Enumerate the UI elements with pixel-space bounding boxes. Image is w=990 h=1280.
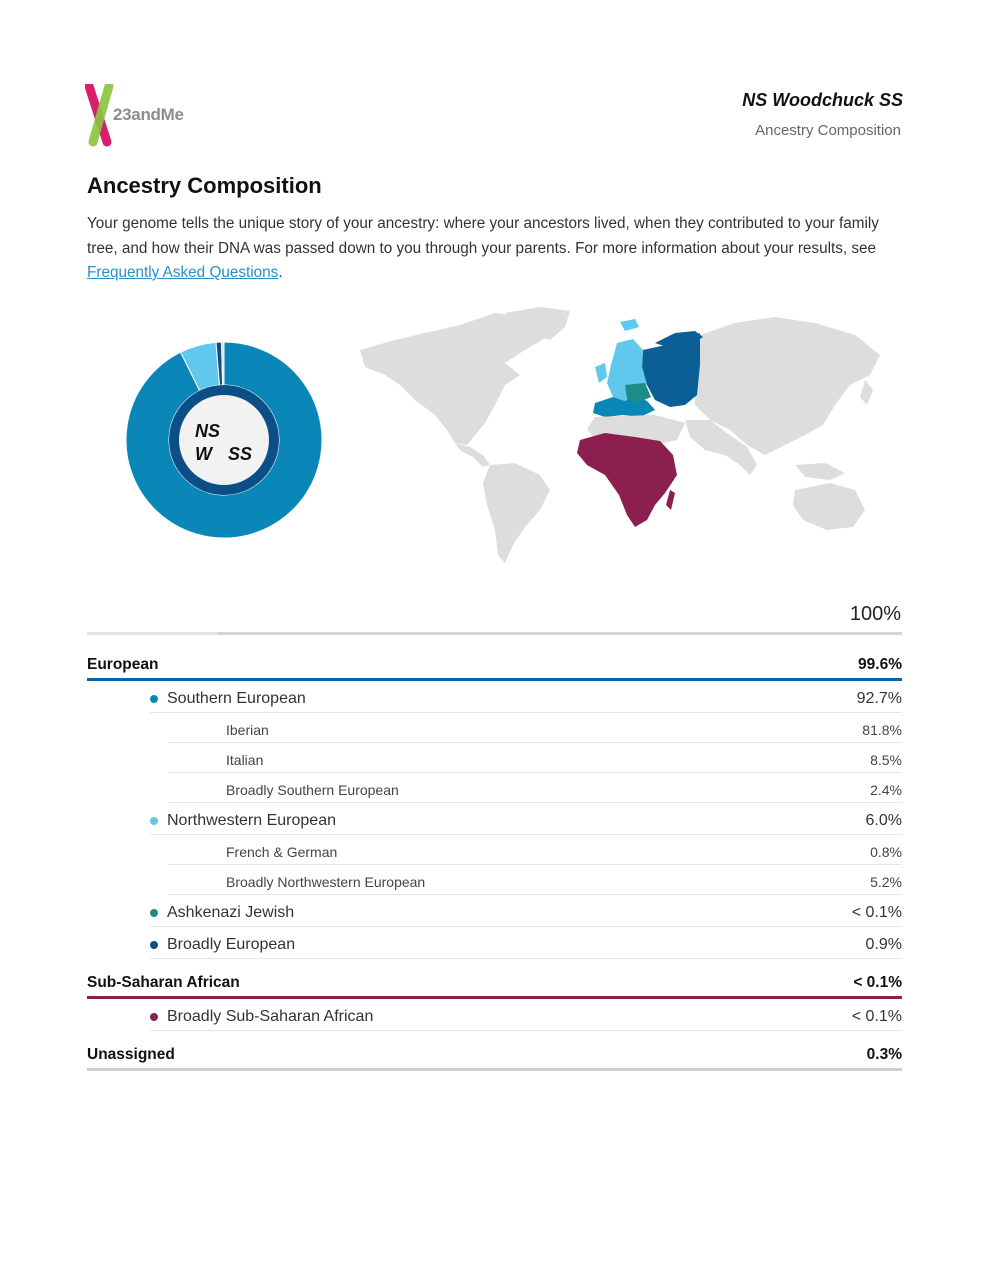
ancestry-donut-chart [124,340,324,540]
row-name: Italian [226,752,264,768]
row-divider [168,894,902,895]
row-unassigned [87,1042,902,1068]
brand-name: 23andMe [113,105,184,124]
donut-initials-w: W [195,444,212,464]
row-broadly-northwestern-european [226,870,902,894]
row-label [87,974,240,992]
row-label [226,844,337,860]
row-divider [150,1030,902,1031]
intro-paragraph [87,212,907,286]
row-divider [168,772,902,773]
row-name: Broadly Sub-Saharan African [167,1008,374,1025]
intro-text: Your genome tells the unique story of your ancestry: where your ancestors lived, when they contributed to your family tree, and how their DNA was passed down to you through your parents. For more information about your results, see [87,215,879,257]
row-sub-saharan-african [87,970,902,996]
row-label [226,782,399,798]
row-label [150,936,295,954]
row-label [87,656,158,674]
row-divider [87,678,902,681]
row-divider [168,742,902,743]
header-subtitle: Ancestry Composition [755,122,901,139]
row-italian [226,748,902,772]
row-name: Northwestern European [167,812,336,829]
row-name: Broadly Northwestern European [226,874,426,890]
row-french-german [226,840,902,864]
total-divider-fill [217,632,902,635]
row-name: Broadly Southern European [226,782,399,798]
row-name: French & German [226,844,338,860]
row-name: European [87,656,159,673]
row-name: Broadly European [167,936,296,953]
donut-center [179,395,269,485]
row-divider [168,864,902,865]
total-divider [87,632,902,635]
row-label [226,874,425,890]
map-british-isles [595,363,607,383]
row-divider [150,834,902,835]
legend-dot-icon [150,909,158,917]
row-percent: 0.3% [866,1046,902,1063]
legend-dot-icon [150,941,158,949]
row-label [150,904,294,922]
world-map [355,305,895,570]
legend-dot-icon [150,817,158,825]
row-percent: 99.6% [858,656,902,673]
row-label [150,812,336,830]
row-percent: < 0.1% [851,904,902,921]
row-broadly-european [150,932,902,958]
donut-initials-ss: SS [228,444,253,464]
row-iberian [226,718,902,742]
row-percent: 5.2% [870,874,902,890]
row-northwestern-european [150,808,902,834]
row-southern-european [150,686,902,712]
map-japan [860,380,873,405]
row-label [87,1046,175,1064]
row-divider [87,1068,902,1071]
map-iceland [620,319,639,331]
row-name: Ashkenazi Jewish [167,904,295,921]
row-divider [168,802,902,803]
page-title: Ancestry Composition [87,173,322,198]
row-label [150,1008,373,1026]
intro-trailing: . [278,264,283,281]
row-name: Unassigned [87,1046,175,1063]
map-south-america [483,463,550,563]
row-divider [150,712,902,713]
map-sub-saharan-african [577,433,677,527]
row-divider [150,926,902,927]
row-name: Iberian [226,722,269,738]
row-percent: 2.4% [870,782,902,798]
map-madagascar [666,490,675,510]
row-divider [150,958,902,959]
row-label [226,722,269,738]
user-name: NS Woodchuck SS [742,90,903,110]
legend-dot-icon [150,1013,158,1021]
row-name: Southern European [167,690,306,707]
map-north-america [360,313,550,445]
row-ashkenazi-jewish [150,900,902,926]
donut-initials-line1: NS [195,421,221,441]
faq-link[interactable]: Frequently Asked Questions [87,264,279,281]
row-percent: 92.7% [856,690,902,707]
total-percent: 100% [849,603,901,625]
row-name: Sub-Saharan African [87,974,240,991]
row-broadly-sub-saharan-african [150,1004,902,1030]
row-broadly-southern-european [226,778,902,802]
row-percent: < 0.1% [851,1008,902,1025]
map-se-asia [795,463,845,480]
row-percent: 0.9% [865,936,902,953]
map-central-america [455,443,490,467]
legend-dot-icon [150,695,158,703]
row-european [87,652,902,678]
row-percent: 8.5% [870,752,902,768]
row-label [150,690,306,708]
row-label [226,752,263,768]
row-percent: 0.8% [870,844,902,860]
row-divider [87,996,902,999]
row-percent: 81.8% [862,722,902,738]
row-percent: 6.0% [865,812,902,829]
map-australia [793,483,865,530]
row-percent: < 0.1% [853,974,902,991]
